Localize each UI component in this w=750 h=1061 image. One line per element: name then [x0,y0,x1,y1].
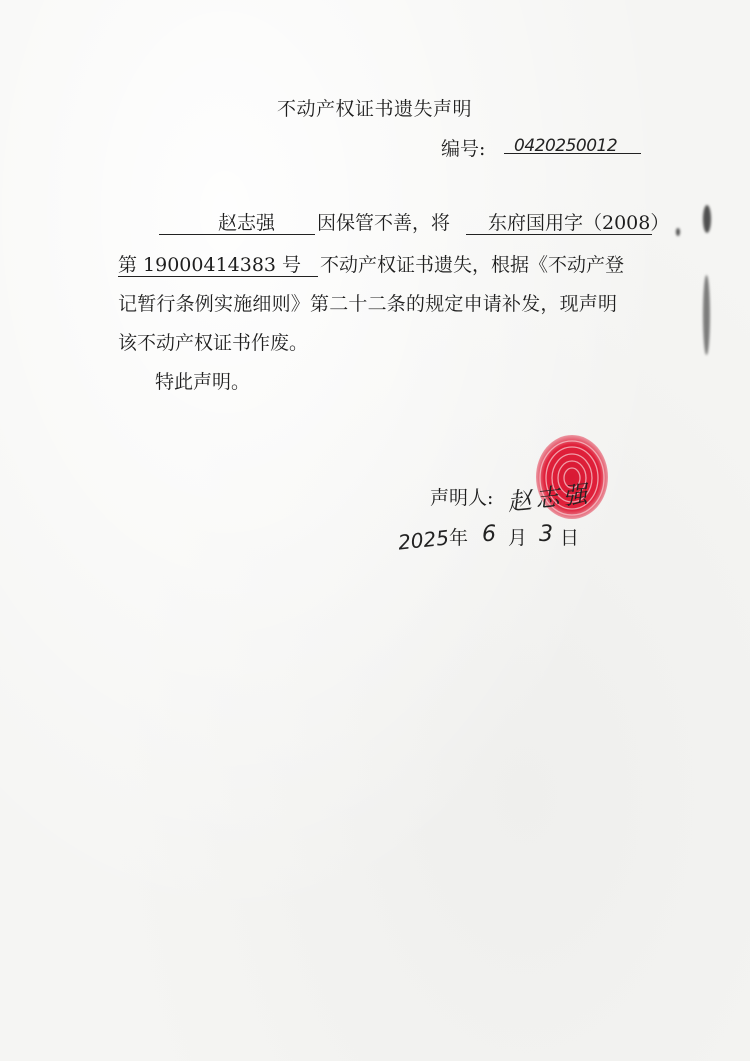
date-year-label: 年 [449,527,469,549]
name-underline [159,234,315,235]
date-month: 6 [482,522,496,547]
number-value: 0420250012 [514,136,618,156]
certificate-number-part1: 东府国用字（2008） [488,212,670,234]
date-month-label: 月 [508,527,528,549]
number-underline [504,153,641,154]
declarant-signature: 赵志强 [506,479,593,517]
date-day-label: 日 [560,527,580,549]
closing-text: 特此声明。 [155,371,251,393]
document-title: 不动产权证书遗失声明 [277,98,473,120]
date-day: 3 [539,522,553,547]
scan-smudge [676,228,680,236]
declarant-label: 声明人: [430,487,494,509]
date-year: 2025 [396,525,451,555]
cert1-underline [466,234,652,235]
applicant-name: 赵志强 [218,212,276,234]
lost-reason-text: 因保管不善，将 [317,212,451,234]
body-line2-tail: 不动产权证书遗失，根据《不动产登 [320,254,625,276]
certificate-number-part2: 第 19000414383 号 [118,254,302,276]
body-line4: 该不动产权证书作废。 [118,332,309,354]
cert2-underline [118,276,318,277]
body-line3: 记暂行条例实施细则》第二十二条的规定申请补发，现声明 [118,293,618,315]
number-label: 编号: [441,138,486,160]
scan-smudge [703,205,711,233]
scan-smudge [703,275,710,355]
